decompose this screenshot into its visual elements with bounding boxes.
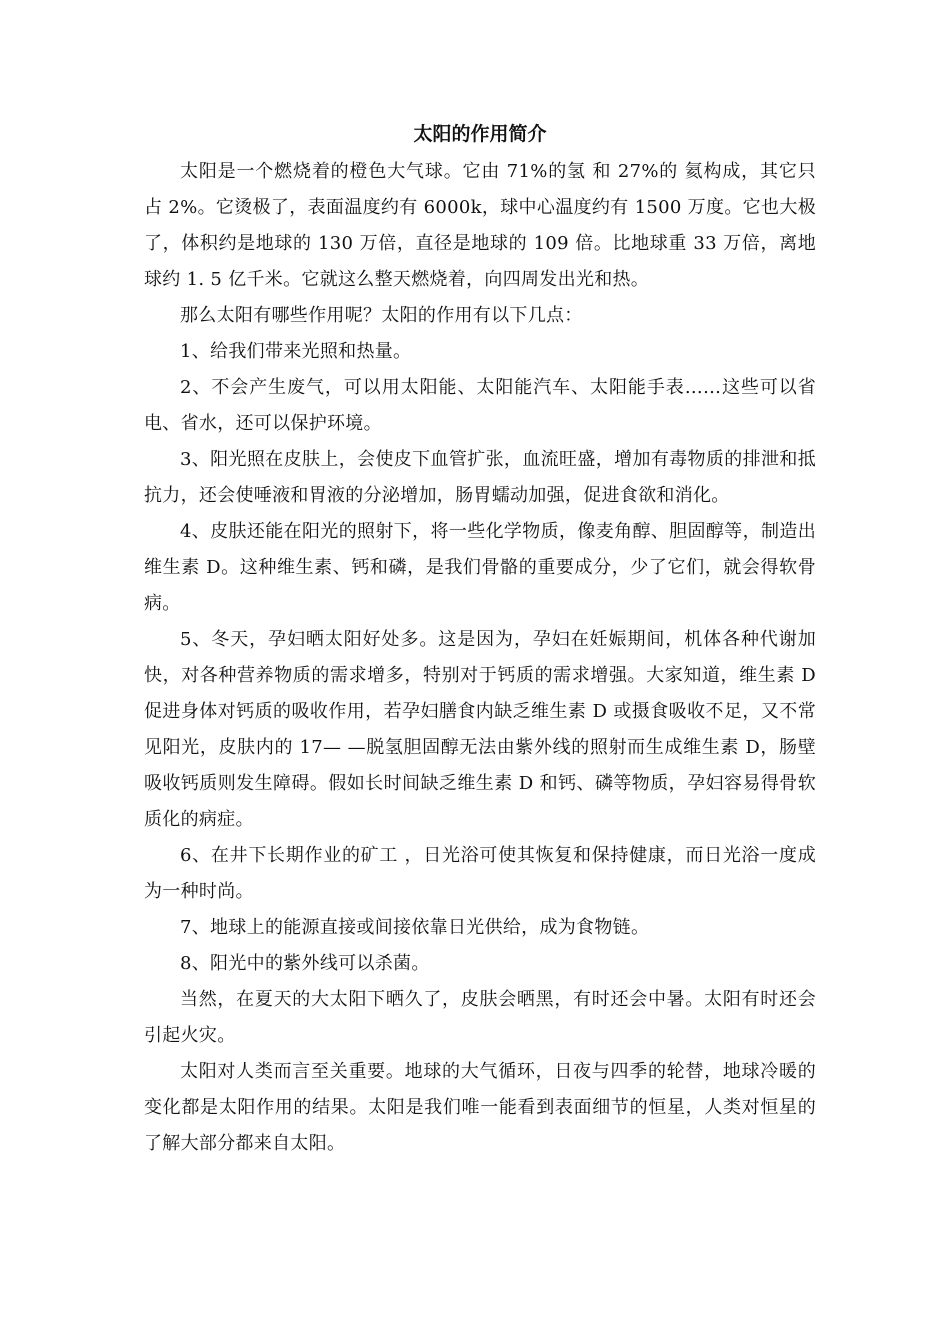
paragraph-conclusion: 太阳对人类而言至关重要。地球的大气循环，日夜与四季的轮替，地球冷暖的变化都是太阳作用的结果。太阳是我们唯一能看到表面细节的恒星，人类对恒星的了解大部分都来自太阳。 bbox=[144, 1061, 816, 1154]
list-item-2: 2、不会产生废气，可以用太阳能、太阳能汽车、太阳能手表……这些可以省电、省水，还可以保护环境。 bbox=[144, 377, 816, 434]
list-item-1: 1、给我们带来光照和热量。 bbox=[180, 341, 412, 362]
page-title: 太阳的作用简介 bbox=[413, 123, 547, 145]
list-item-8: 8、阳光中的紫外线可以杀菌。 bbox=[180, 953, 430, 974]
paragraph-question: 那么太阳有哪些作用呢？太阳的作用有以下几点： bbox=[180, 305, 583, 326]
document-page bbox=[144, 118, 816, 1162]
list-item-7: 7、地球上的能源直接或间接依靠日光供给，成为食物链。 bbox=[180, 917, 650, 938]
paragraph-intro: 太阳是一个燃烧着的橙色大气球。它由 71%的氢 和 27%的 氦构成，其它只占 2%。它烫极了，表面温度约有 6000k，球中心温度约有 1500 万度。它也大极了，体积约是地球的 130 万倍，直径是地球的 109 倍。比地球重 33 万倍，离地球约 1. 5 亿千米。它就这么整天燃烧着，向四周发出光和热。 bbox=[144, 161, 816, 290]
paragraph-caution: 当然，在夏天的大太阳下晒久了，皮肤会晒黑，有时还会中暑。太阳有时还会引起火灾。 bbox=[144, 989, 816, 1046]
list-item-5: 5、冬天，孕妇晒太阳好处多。这是因为，孕妇在妊娠期间，机体各种代谢加快，对各种营养物质的需求增多，特别对于钙质的需求增强。大家知道，维生素 D 促进身体对钙质的吸收作用，若孕妇膳食内缺乏维生素 D 或摄食吸收不足，又不常见阳光，皮肤内的 17— —脱氢胆固醇无法由紫外线的照射而生成维生素 D，肠壁吸收钙质则发生障碍。假如长时间缺乏维生素 D 和钙、磷等物质，孕妇容易得骨软质化的病症。 bbox=[144, 629, 816, 830]
list-item-6: 6、在井下长期作业的矿工 ，日光浴可使其恢复和保持健康，而日光浴一度成为一种时尚。 bbox=[144, 845, 816, 902]
list-item-4: 4、皮肤还能在阳光的照射下，将一些化学物质，像麦角醇、胆固醇等，制造出维生素 D。这种维生素、钙和磷，是我们骨骼的重要成分，少了它们，就会得软骨病。 bbox=[144, 521, 816, 614]
list-item-3: 3、阳光照在皮肤上，会使皮下血管扩张，血流旺盛，增加有毒物质的排泄和抵抗力，还会使唾液和胃液的分泌增加，肠胃蠕动加强，促进食欲和消化。 bbox=[144, 449, 816, 506]
